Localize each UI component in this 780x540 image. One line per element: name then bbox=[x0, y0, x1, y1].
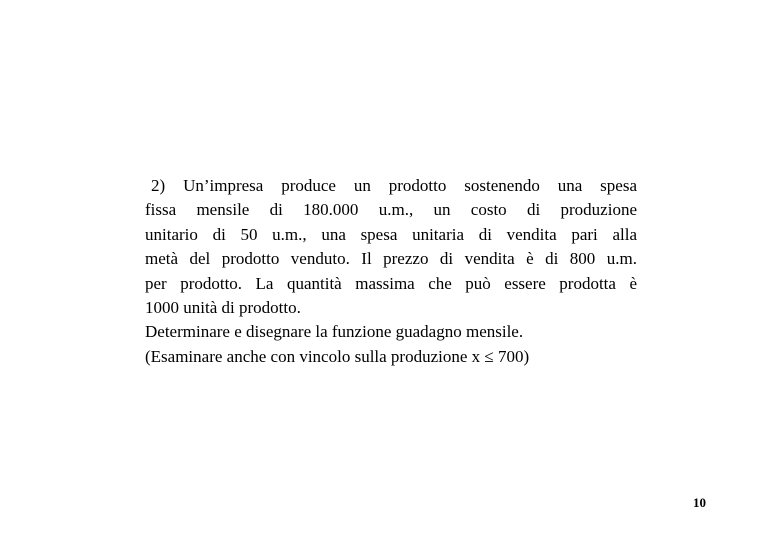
problem-line-2: fissa mensile di 180.000 u.m., un costo di produzione bbox=[145, 200, 637, 220]
problem-text bbox=[145, 174, 637, 369]
problem-line-7: Determinare e disegnare la funzione guadagno mensile. bbox=[145, 322, 524, 342]
problem-line-6: 1000 unità di prodotto. bbox=[145, 298, 301, 318]
problem-line-1: 2) Un’impresa produce un prodotto sostenendo una spesa bbox=[151, 176, 637, 195]
problem-line-8: (Esaminare anche con vincolo sulla produzione x ≤ 700) bbox=[145, 346, 530, 366]
page-number: 10 bbox=[693, 495, 706, 510]
problem-line-3: unitario di 50 u.m., una spesa unitaria di vendita pari alla bbox=[145, 224, 637, 244]
problem-line-4: metà del prodotto venduto. Il prezzo di vendita è di 800 u.m. bbox=[145, 249, 637, 269]
problem-line-5: per prodotto. La quantità massima che può essere prodotta è bbox=[145, 273, 637, 293]
